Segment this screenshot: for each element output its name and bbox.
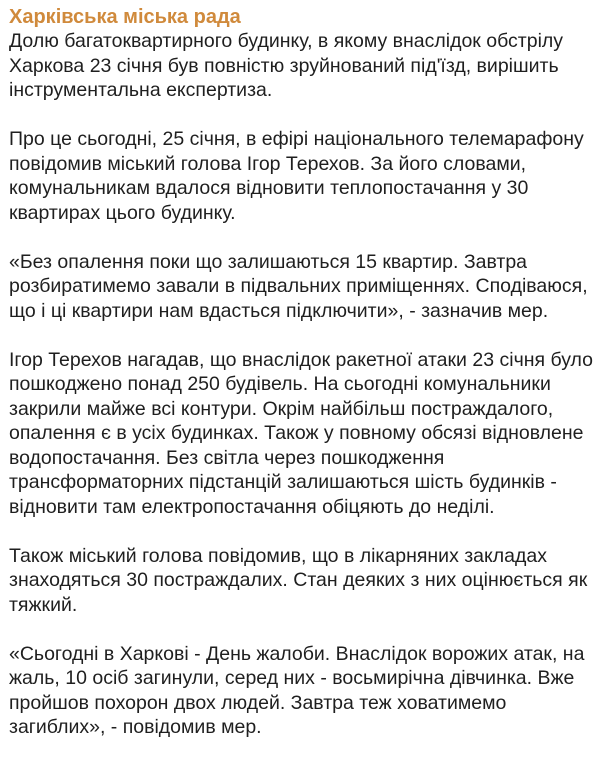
message-paragraph-5: Також міський голова повідомив, що в лікарняних закладах знаходяться 30 постраждалих. Стан деяких з них оцінюється як тяжкий. — [9, 544, 588, 616]
message-paragraph-6: «Сьогодні в Харкові - День жалоби. Внаслідок ворожих атак, на жаль, 10 осіб загинули, серед них - восьмирічна дівчинка. Вже пройшов похорон двох людей. Завтра теж ховатимемо загиблих», - повідомив мер. — [9, 642, 585, 738]
channel-name-link[interactable]: Харківська міська рада — [9, 6, 241, 28]
message-text — [9, 29, 608, 740]
message-paragraph-3: «Без опалення поки що залишаються 15 квартир. Завтра розбиратимемо завали в підвальних приміщеннях. Сподіваюся, що і ці квартири нам вдасться підключити», - зазначив мер. — [9, 250, 588, 322]
message-paragraph-4: Ігор Терехов нагадав, що внаслідок ракетної атаки 23 січня було пошкоджено понад 250 будівель. На сьогодні комунальники закрили майже всі контури. Окрім найбільш постраждалого, опалення є в усіх будинках. Також у повному обсязі відновлене водопостачання. Без світла через пошкодження трансформаторних підстанцій залишаються шість будинків - відновити там електропостачання обіцяють до неділі. — [9, 348, 593, 518]
message-paragraph-1: Долю багатоквартирного будинку, в якому внаслідок обстрілу Харкова 23 січня був повністю зруйнований під'їзд, вирішить інструментальна експертиза. — [9, 30, 564, 101]
message-paragraph-2: Про це сьогодні, 25 січня, в ефірі національного телемарафону повідомив міський голова Ігор Терехов. За його словами, комунальникам вдалося відновити теплопостачання у 30 квартирах цього будинку. — [9, 128, 584, 224]
